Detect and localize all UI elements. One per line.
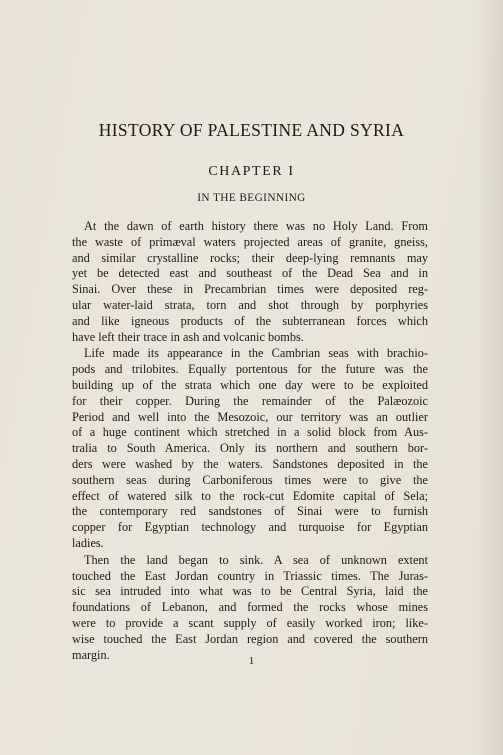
text-line: and like igneous products of the subterranean forces which (72, 313, 428, 328)
text-line: Sinai. Over these in Precambrian times were deposited reg- (72, 282, 428, 297)
text-line: Period and well into the Mesozoic, our territory was an outlier (72, 409, 428, 424)
body-text (72, 219, 428, 663)
text-line: copper for Egyptian technology and turquoise for Egyptian (72, 520, 428, 535)
text-line: and similar crystalline rocks; their deep-lying remnants may (72, 250, 428, 265)
text-line: foundations of Lebanon, and formed the rocks whose mines (72, 600, 428, 615)
paragraph (72, 346, 428, 551)
text-line: wise touched the East Jordan region and covered the southern (72, 631, 428, 646)
page-edge-shadow (477, 0, 503, 755)
text-line: have left their trace in ash and volcanic bombs. (72, 329, 304, 344)
text-line: margin. (72, 647, 110, 662)
text-line: were to provide a scant supply of easily worked iron; like- (72, 615, 428, 630)
paragraph (72, 219, 428, 345)
text-line: Then the land began to sink. A sea of unknown extent (84, 552, 428, 567)
text-line: the waste of primæval waters projected areas of granite, gneiss, (72, 234, 428, 249)
text-line: effect of watered silk to the rock-cut Edomite capital of Sela; (72, 488, 428, 503)
text-line: pods and trilobites. Equally portentous for the future was the (72, 362, 428, 377)
text-line: Life made its appearance in the Cambrian seas with brachio- (84, 346, 428, 361)
paragraph (72, 553, 428, 664)
page-number: 1 (248, 655, 255, 667)
chapter-label: CHAPTER I (208, 164, 295, 179)
text-line: sic sea intruded into what was to be Central Syria, laid the (72, 584, 428, 599)
text-line: ladies. (72, 535, 104, 550)
text-line: of a huge continent which stretched in a solid block from Aus- (72, 425, 428, 440)
chapter-title: IN THE BEGINNING (197, 192, 306, 204)
text-line: yet be detected east and southeast of the Dead Sea and in (72, 266, 428, 281)
text-line: the contemporary red sandstones of Sinai were to furnish (72, 504, 428, 519)
text-line: building up of the strata which one day were to be exploited (72, 377, 428, 392)
text-line: ders were washed by the waters. Sandstones deposited in the (72, 456, 428, 471)
text-line: At the dawn of earth history there was no Holy Land. From (84, 219, 428, 233)
text-line: ular water-laid strata, torn and shot through by porphyries (72, 297, 428, 312)
text-line: tralia to South America. Only its northern and southern bor- (72, 441, 428, 456)
text-line: touched the East Jordan country in Triassic times. The Juras- (72, 568, 428, 583)
text-line: for their copper. During the remainder of the Palæozoic (72, 393, 428, 408)
book-title: HISTORY OF PALESTINE AND SYRIA (98, 120, 405, 140)
text-line: southern seas during Carboniferous times were to give the (72, 472, 428, 487)
